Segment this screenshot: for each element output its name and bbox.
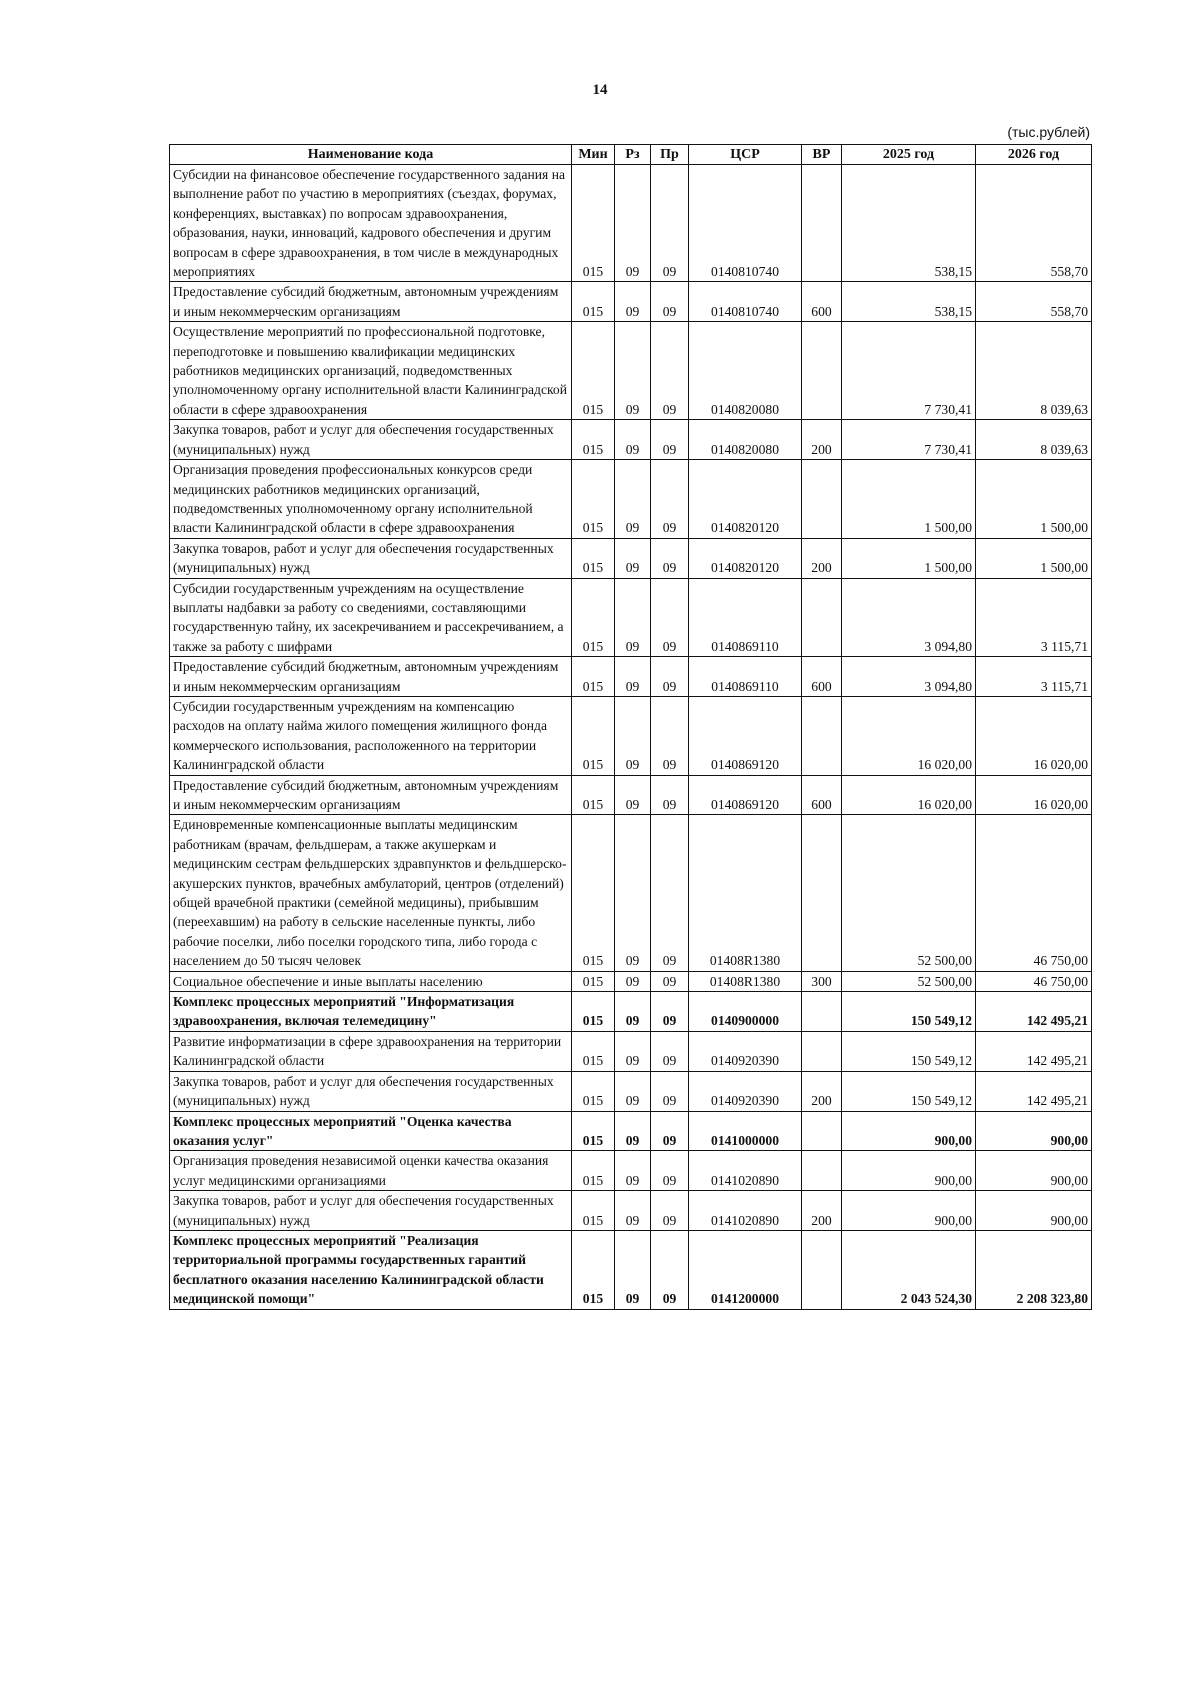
cell-min: 015 (572, 1111, 615, 1151)
cell-2025: 900,00 (842, 1151, 976, 1191)
cell-min: 015 (572, 971, 615, 991)
cell-vr (802, 992, 842, 1032)
cell-rz: 09 (615, 775, 651, 815)
cell-min: 015 (572, 696, 615, 775)
cell-vr (802, 1151, 842, 1191)
cell-2026: 3 115,71 (976, 578, 1092, 657)
cell-2025: 52 500,00 (842, 971, 976, 991)
cell-vr: 600 (802, 657, 842, 697)
cell-2025: 150 549,12 (842, 1031, 976, 1071)
table-row (170, 992, 1092, 1032)
cell-rz: 09 (615, 1191, 651, 1231)
cell-csr: 0140869120 (689, 696, 802, 775)
table-row (170, 1071, 1092, 1111)
table-row (170, 578, 1092, 657)
cell-min: 015 (572, 1191, 615, 1231)
budget-table (169, 144, 1092, 1310)
cell-2026: 8 039,63 (976, 322, 1092, 420)
cell-2026: 46 750,00 (976, 815, 1092, 971)
cell-min: 015 (572, 538, 615, 578)
cell-vr: 200 (802, 420, 842, 460)
cell-vr (802, 460, 842, 539)
cell-pr: 09 (651, 992, 689, 1032)
cell-name: Комплекс процессных мероприятий "Информатизация здравоохранения, включая телемедицину" (170, 992, 572, 1032)
cell-min: 015 (572, 657, 615, 697)
cell-name: Предоставление субсидий бюджетным, автономным учреждениям и иным некоммерческим организациям (170, 282, 572, 322)
cell-2026: 46 750,00 (976, 971, 1092, 991)
cell-rz: 09 (615, 992, 651, 1032)
cell-name: Субсидии на финансовое обеспечение государственного задания на выполнение работ по участию в мероприятиях (съездах, форумах, конференциях, выставках) по вопросам здравоохранения, образования, науки, инноваций, кадрового обеспечения и другим вопросам в сфере здравоохранения, в том числе в международных мероприятиях (170, 165, 572, 282)
header-pr: Пр (651, 145, 689, 165)
cell-pr: 09 (651, 322, 689, 420)
cell-2026: 558,70 (976, 282, 1092, 322)
cell-min: 015 (572, 165, 615, 282)
table-row (170, 657, 1092, 697)
cell-name: Комплекс процессных мероприятий "Реализация территориальной программы государственных гарантий бесплатного оказания населению Калининградской области медицинской помощи" (170, 1230, 572, 1309)
cell-csr: 0141020890 (689, 1151, 802, 1191)
cell-2025: 538,15 (842, 282, 976, 322)
cell-2025: 16 020,00 (842, 696, 976, 775)
cell-csr: 0141000000 (689, 1111, 802, 1151)
cell-pr: 09 (651, 165, 689, 282)
cell-pr: 09 (651, 282, 689, 322)
cell-2025: 150 549,12 (842, 992, 976, 1032)
cell-min: 015 (572, 1071, 615, 1111)
cell-name: Закупка товаров, работ и услуг для обеспечения государственных (муниципальных) нужд (170, 538, 572, 578)
cell-pr: 09 (651, 1230, 689, 1309)
cell-rz: 09 (615, 971, 651, 991)
cell-pr: 09 (651, 1111, 689, 1151)
cell-name: Закупка товаров, работ и услуг для обеспечения государственных (муниципальных) нужд (170, 1191, 572, 1231)
cell-pr: 09 (651, 815, 689, 971)
cell-2025: 2 043 524,30 (842, 1230, 976, 1309)
cell-min: 015 (572, 460, 615, 539)
cell-name: Социальное обеспечение и иные выплаты населению (170, 971, 572, 991)
cell-name: Единовременные компенсационные выплаты медицинским работникам (врачам, фельдшерам, а также акушеркам и медицинским сестрам фельдшерских здравпунктов и фельдшерско-акушерских пунктов, врачебных амбулаторий, центров (отделений) общей врачебной практики (семейной медицины), прибывшим (переехавшим) на работу в сельские населенные пункты, либо рабочие поселки, либо поселки городского типа, либо города с населением до 50 тысяч человек (170, 815, 572, 971)
header-name: Наименование кода (170, 145, 572, 165)
page-number: 14 (592, 82, 608, 98)
cell-rz: 09 (615, 282, 651, 322)
cell-vr: 200 (802, 538, 842, 578)
cell-pr: 09 (651, 1031, 689, 1071)
cell-name: Организация проведения профессиональных конкурсов среди медицинских работников медицинских организаций, подведомственных уполномоченному органу исполнительной власти Калининградской области в сфере здравоохранения (170, 460, 572, 539)
cell-vr: 600 (802, 282, 842, 322)
cell-rz: 09 (615, 420, 651, 460)
cell-2025: 3 094,80 (842, 657, 976, 697)
table-row (170, 538, 1092, 578)
cell-2026: 900,00 (976, 1151, 1092, 1191)
cell-vr (802, 1111, 842, 1151)
cell-rz: 09 (615, 578, 651, 657)
cell-rz: 09 (615, 1151, 651, 1191)
cell-rz: 09 (615, 815, 651, 971)
cell-name: Развитие информатизации в сфере здравоохранения на территории Калининградской области (170, 1031, 572, 1071)
cell-2025: 3 094,80 (842, 578, 976, 657)
cell-min: 015 (572, 578, 615, 657)
cell-2025: 7 730,41 (842, 322, 976, 420)
cell-rz: 09 (615, 657, 651, 697)
cell-pr: 09 (651, 1191, 689, 1231)
cell-rz: 09 (615, 696, 651, 775)
cell-2025: 150 549,12 (842, 1071, 976, 1111)
cell-rz: 09 (615, 165, 651, 282)
cell-rz: 09 (615, 1230, 651, 1309)
cell-2026: 900,00 (976, 1191, 1092, 1231)
cell-pr: 09 (651, 420, 689, 460)
cell-2026: 1 500,00 (976, 538, 1092, 578)
cell-rz: 09 (615, 460, 651, 539)
cell-2026: 558,70 (976, 165, 1092, 282)
cell-pr: 09 (651, 460, 689, 539)
cell-csr: 0141020890 (689, 1191, 802, 1231)
cell-pr: 09 (651, 657, 689, 697)
cell-min: 015 (572, 282, 615, 322)
cell-2025: 7 730,41 (842, 420, 976, 460)
cell-vr (802, 578, 842, 657)
cell-csr: 0140869120 (689, 775, 802, 815)
header-csr: ЦСР (689, 145, 802, 165)
cell-name: Предоставление субсидий бюджетным, автономным учреждениям и иным некоммерческим организациям (170, 657, 572, 697)
cell-csr: 0140810740 (689, 165, 802, 282)
cell-name: Субсидии государственным учреждениям на осуществление выплаты надбавки за работу со сведениями, составляющими государственную тайну, их засекречиванием и рассекречиванием, а также за работу с шифрами (170, 578, 572, 657)
cell-vr: 300 (802, 971, 842, 991)
cell-pr: 09 (651, 1151, 689, 1191)
table-row (170, 420, 1092, 460)
cell-csr: 01408R1380 (689, 971, 802, 991)
cell-min: 015 (572, 992, 615, 1032)
cell-name: Закупка товаров, работ и услуг для обеспечения государственных (муниципальных) нужд (170, 420, 572, 460)
cell-min: 015 (572, 1151, 615, 1191)
cell-min: 015 (572, 322, 615, 420)
table-row (170, 322, 1092, 420)
cell-2026: 16 020,00 (976, 696, 1092, 775)
cell-2026: 8 039,63 (976, 420, 1092, 460)
header-2026: 2026 год (976, 145, 1092, 165)
cell-min: 015 (572, 815, 615, 971)
cell-2026: 142 495,21 (976, 1071, 1092, 1111)
cell-vr (802, 815, 842, 971)
cell-rz: 09 (615, 1111, 651, 1151)
header-vr: ВР (802, 145, 842, 165)
cell-csr: 0140869110 (689, 657, 802, 697)
cell-min: 015 (572, 1031, 615, 1071)
cell-pr: 09 (651, 971, 689, 991)
cell-2025: 900,00 (842, 1111, 976, 1151)
cell-rz: 09 (615, 322, 651, 420)
cell-vr: 200 (802, 1191, 842, 1231)
header-rz: Рз (615, 145, 651, 165)
cell-vr: 600 (802, 775, 842, 815)
cell-2025: 52 500,00 (842, 815, 976, 971)
header-2025: 2025 год (842, 145, 976, 165)
table-row (170, 696, 1092, 775)
cell-min: 015 (572, 420, 615, 460)
table-row (170, 1111, 1092, 1151)
cell-vr (802, 165, 842, 282)
cell-name: Организация проведения независимой оценки качества оказания услуг медицинскими организациями (170, 1151, 572, 1191)
cell-pr: 09 (651, 1071, 689, 1111)
cell-min: 015 (572, 775, 615, 815)
table-row (170, 282, 1092, 322)
cell-pr: 09 (651, 538, 689, 578)
table-row (170, 815, 1092, 971)
cell-csr: 0140820080 (689, 322, 802, 420)
cell-2026: 16 020,00 (976, 775, 1092, 815)
cell-vr: 200 (802, 1071, 842, 1111)
cell-csr: 0140820080 (689, 420, 802, 460)
cell-min: 015 (572, 1230, 615, 1309)
cell-name: Комплекс процессных мероприятий "Оценка качества оказания услуг" (170, 1111, 572, 1151)
cell-csr: 01408R1380 (689, 815, 802, 971)
cell-2026: 142 495,21 (976, 1031, 1092, 1071)
units-label: (тыс.рублей) (1007, 124, 1090, 140)
cell-2026: 1 500,00 (976, 460, 1092, 539)
cell-csr: 0140820120 (689, 460, 802, 539)
cell-rz: 09 (615, 1031, 651, 1071)
table-row (170, 1191, 1092, 1231)
cell-csr: 0140920390 (689, 1071, 802, 1111)
cell-2025: 900,00 (842, 1191, 976, 1231)
table-row (170, 1151, 1092, 1191)
cell-name: Субсидии государственным учреждениям на компенсацию расходов на оплату найма жилого помещения жилищного фонда коммерческого использования, расположенного на территории Калининградской области (170, 696, 572, 775)
cell-csr: 0140920390 (689, 1031, 802, 1071)
cell-csr: 0141200000 (689, 1230, 802, 1309)
table-row (170, 460, 1092, 539)
cell-name: Осуществление мероприятий по профессиональной подготовке, переподготовке и повышению квалификации медицинских работников медицинских организаций, подведомственных уполномоченному органу исполнительной власти Калининградской области в сфере здравоохранения (170, 322, 572, 420)
cell-vr (802, 1230, 842, 1309)
cell-vr (802, 322, 842, 420)
table-row (170, 775, 1092, 815)
cell-vr (802, 1031, 842, 1071)
table-header-row (170, 145, 1092, 165)
table-row (170, 165, 1092, 282)
cell-2026: 2 208 323,80 (976, 1230, 1092, 1309)
cell-pr: 09 (651, 578, 689, 657)
cell-csr: 0140869110 (689, 578, 802, 657)
table-row (170, 1230, 1092, 1309)
cell-2025: 16 020,00 (842, 775, 976, 815)
cell-csr: 0140900000 (689, 992, 802, 1032)
cell-csr: 0140820120 (689, 538, 802, 578)
cell-pr: 09 (651, 775, 689, 815)
cell-2026: 900,00 (976, 1111, 1092, 1151)
table-row (170, 971, 1092, 991)
header-min: Мин (572, 145, 615, 165)
cell-2026: 142 495,21 (976, 992, 1092, 1032)
cell-rz: 09 (615, 1071, 651, 1111)
cell-2025: 538,15 (842, 165, 976, 282)
cell-name: Предоставление субсидий бюджетным, автономным учреждениям и иным некоммерческим организациям (170, 775, 572, 815)
table-row (170, 1031, 1092, 1071)
cell-pr: 09 (651, 696, 689, 775)
cell-vr (802, 696, 842, 775)
cell-2025: 1 500,00 (842, 460, 976, 539)
cell-csr: 0140810740 (689, 282, 802, 322)
cell-2026: 3 115,71 (976, 657, 1092, 697)
cell-name: Закупка товаров, работ и услуг для обеспечения государственных (муниципальных) нужд (170, 1071, 572, 1111)
cell-rz: 09 (615, 538, 651, 578)
cell-2025: 1 500,00 (842, 538, 976, 578)
